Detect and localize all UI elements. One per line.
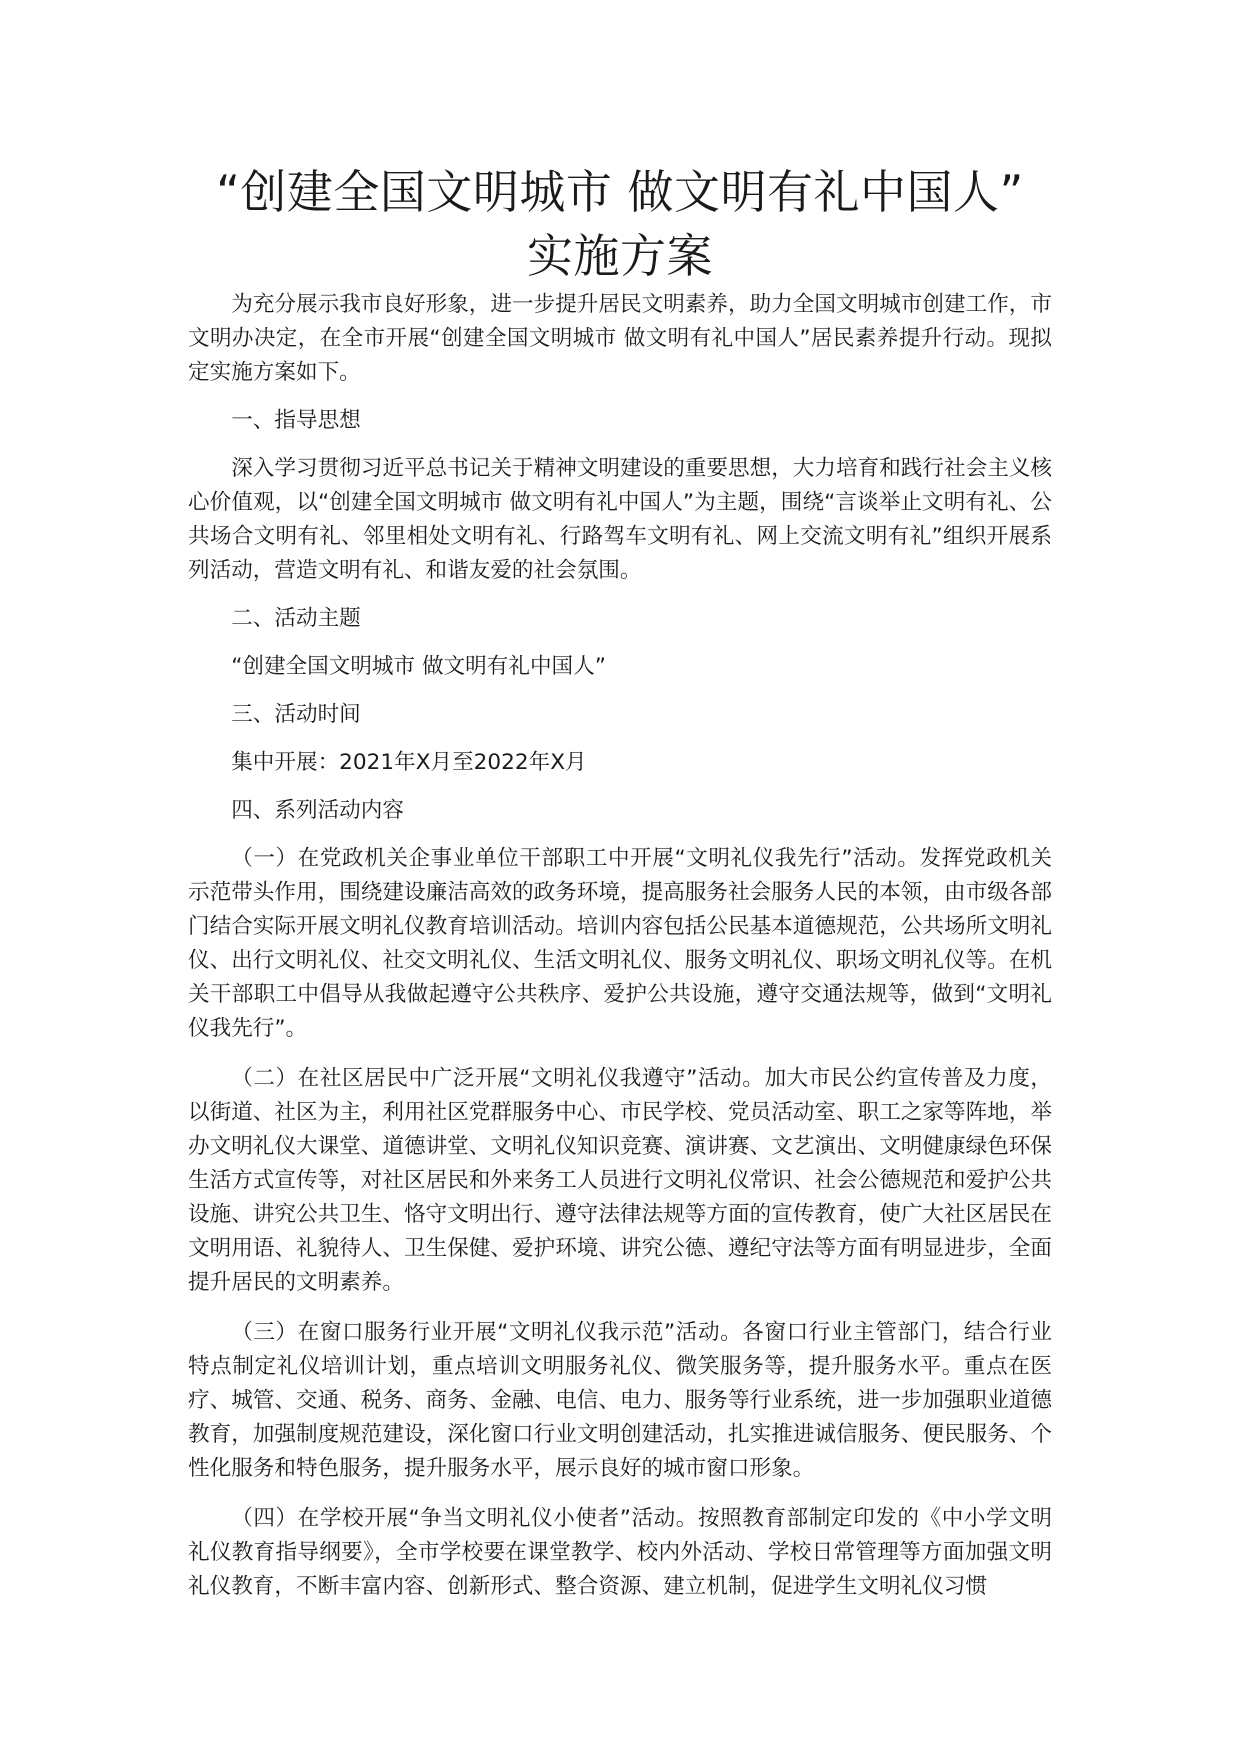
document-title bbox=[188, 160, 1052, 288]
title-line-1: “创建全国文明城市 做文明有礼中国人” bbox=[216, 165, 1024, 219]
title-line-2: 实施方案 bbox=[527, 229, 713, 283]
section1-body: 深入学习贯彻习近平总书记关于精神文明建设的重要思想，大力培育和践行社会主义核心价值观，以“创建全国文明城市 做文明有礼中国人”为主题，围绕“言谈举止文明有礼、公共场合文明有礼、邻里相处文明有礼、行路驾车文明有礼、网上交流文明有礼”组织开展系列活动，营造文明有礼、和谐友爱的社会氛围。 bbox=[188, 456, 1052, 583]
section1-heading: 一、指导思想 bbox=[231, 408, 361, 433]
section3-body: 集中开展：2021年X月至2022年X月 bbox=[231, 750, 587, 775]
section2-body: “创建全国文明城市 做文明有礼中国人” bbox=[231, 654, 606, 679]
section3-heading: 三、活动时间 bbox=[231, 702, 361, 727]
intro-paragraph: 为充分展示我市良好形象，进一步提升居民文明素养，助力全国文明城市创建工作，市文明办决定，在全市开展“创建全国文明城市 做文明有礼中国人”居民素养提升行动。现拟定实施方案如下。 bbox=[188, 292, 1052, 385]
activity-item-1: （一）在党政机关企事业单位干部职工中开展“文明礼仪我先行”活动。发挥党政机关示范带头作用，围绕建设廉洁高效的政务环境，提高服务社会服务人民的本领，由市级各部门结合实际开展文明礼仪教育培训活动。培训内容包括公民基本道德规范，公共场所文明礼仪、出行文明礼仪、社交文明礼仪、生活文明礼仪、服务文明礼仪、职场文明礼仪等。在机关干部职工中倡导从我做起遵守公共秩序、爱护公共设施，遵守交通法规等，做到“文明礼仪我先行”。 bbox=[188, 846, 1052, 1041]
activity-item-4: （四）在学校开展“争当文明礼仪小使者”活动。按照教育部制定印发的《中小学文明礼仪教育指导纲要》，全市学校要在课堂教学、校内外活动、学校日常管理等方面加强文明礼仪教育，不断丰富内容、创新形式、整合资源、建立机制，促进学生文明礼仪习惯 bbox=[188, 1506, 1052, 1599]
document-page bbox=[188, 160, 1052, 1604]
section2-heading: 二、活动主题 bbox=[231, 606, 361, 631]
activity-item-3: （三）在窗口服务行业开展“文明礼仪我示范”活动。各窗口行业主管部门，结合行业特点制定礼仪培训计划，重点培训文明服务礼仪、微笑服务等，提升服务水平。重点在医疗、城管、交通、税务、商务、金融、电信、电力、服务等行业系统，进一步加强职业道德教育，加强制度规范建设，深化窗口行业文明创建活动，扎实推进诚信服务、便民服务、个性化服务和特色服务，提升服务水平，展示良好的城市窗口形象。 bbox=[188, 1320, 1052, 1481]
section4-heading: 四、系列活动内容 bbox=[231, 798, 404, 823]
activity-item-2: （二）在社区居民中广泛开展“文明礼仪我遵守”活动。加大市民公约宣传普及力度，以街道、社区为主，利用社区党群服务中心、市民学校、党员活动室、职工之家等阵地，举办文明礼仪大课堂、道德讲堂、文明礼仪知识竞赛、演讲赛、文艺演出、文明健康绿色环保生活方式宣传等，对社区居民和外来务工人员进行文明礼仪常识、社会公德规范和爱护公共设施、讲究公共卫生、恪守文明出行、遵守法律法规等方面的宣传教育，使广大社区居民在文明用语、礼貌待人、卫生保健、爱护环境、讲究公德、遵纪守法等方面有明显进步，全面提升居民的文明素养。 bbox=[188, 1066, 1052, 1295]
